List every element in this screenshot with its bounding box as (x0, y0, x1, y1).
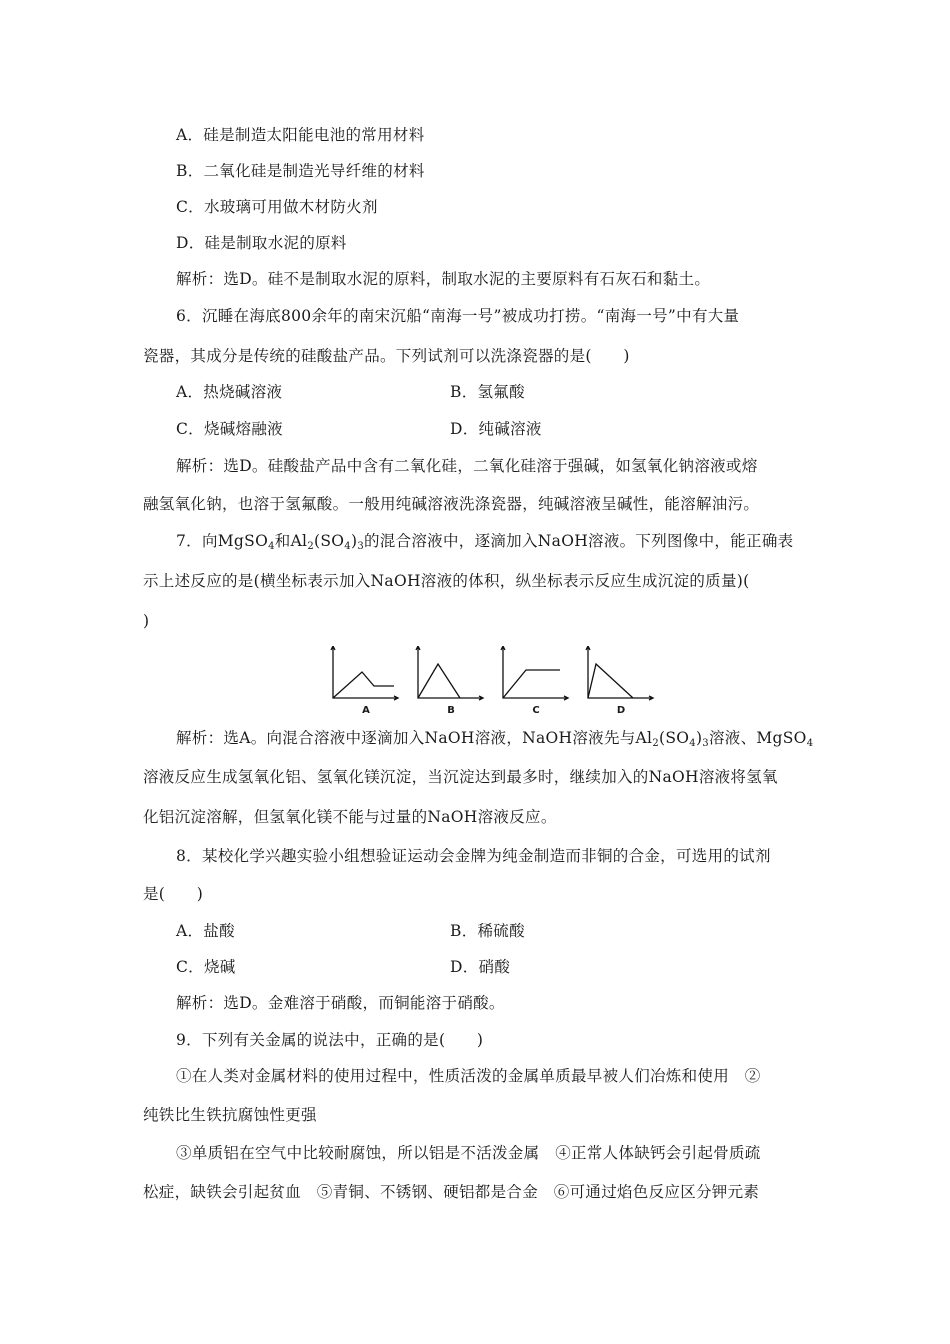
q9-item-line-1: ①在人类对金属材料的使用过程中，性质活泼的金属单质最早被人们冶炼和使用 ② (176, 1067, 761, 1085)
q8-stem-line-2: 是( ) (143, 885, 204, 903)
q8-option-a: A．盐酸 (176, 922, 235, 940)
graph-a-label: A (362, 705, 370, 716)
graph-a (328, 646, 400, 716)
graph-d-label: D (616, 705, 626, 716)
q7-analysis-line-2: 溶液反应生成氢氧化铝、氢氧化镁沉淀，当沉淀达到最多时，继续加入的NaOH溶液将氢氧 (143, 768, 778, 786)
q6-analysis-line-2: 融氢氧化钠，也溶于氢氟酸。一般用纯碱溶液洗涤瓷器，纯碱溶液呈碱性，能溶解油污。 (143, 495, 760, 513)
q9-item-line-4: 松症，缺铁会引起贫血 ⑤青铜、不锈钢、硬铝都是合金 ⑥可通过焰色反应区分钾元素 (143, 1183, 760, 1201)
q7-stem-line-3: ) (143, 612, 150, 630)
q5-option-b: B．二氧化硅是制造光导纤维的材料 (176, 162, 425, 180)
q6-option-d: D．纯碱溶液 (450, 420, 542, 438)
q7-analysis-line-1: 解析：选A。向混合溶液中逐滴加入NaOH溶液，NaOH溶液先与$Al_2(SO_4)_3$溶液、MgSO$_4$ (176, 729, 814, 749)
graph-d (583, 646, 655, 716)
q8-option-b: B．稀硫酸 (450, 922, 525, 940)
q6-analysis-line-1: 解析：选D。硅酸盐产品中含有二氧化硅，二氧化硅溶于强碱，如氢氧化钠溶液或熔 (176, 457, 758, 475)
graph-b (413, 646, 485, 716)
q5-analysis: 解析：选D。硅不是制取水泥的原料，制取水泥的主要原料有石灰石和黏土。 (176, 270, 711, 288)
q7-stem-line-1: 7．向MgSO$_4$和$Al_2(SO_4)_3$的混合溶液中，逐滴加入NaOH溶液。下列图像中，能正确表 (176, 532, 794, 552)
q9-item-line-3: ③单质铝在空气中比较耐腐蚀，所以铝是不活泼金属 ④正常人体缺钙会引起骨质疏 (176, 1144, 761, 1162)
q5-option-d: D．硅是制取水泥的原料 (176, 234, 347, 252)
q6-option-a: A．热烧碱溶液 (176, 383, 283, 401)
q8-option-d: D．硝酸 (450, 958, 511, 976)
q8-option-c: C．烧碱 (176, 958, 236, 976)
q8-stem-line-1: 8．某校化学兴趣实验小组想验证运动会金牌为纯金制造而非铜的合金，可选用的试剂 (176, 847, 771, 865)
graph-c-label: C (532, 705, 540, 716)
q9-stem: 9．下列有关金属的说法中，正确的是( ) (176, 1031, 484, 1049)
q7-analysis-line-3: 化铝沉淀溶解，但氢氧化镁不能与过量的NaOH溶液反应。 (143, 808, 557, 826)
q7-graph-options (320, 646, 660, 726)
q6-stem-line-2: 瓷器，其成分是传统的硅酸盐产品。下列试剂可以洗涤瓷器的是( ) (143, 347, 630, 365)
q6-option-b: B．氢氟酸 (450, 383, 525, 401)
q9-item-line-2: 纯铁比生铁抗腐蚀性更强 (143, 1106, 317, 1124)
q5-option-a: A．硅是制造太阳能电池的常用材料 (176, 126, 425, 144)
q7-stem-line-2: 示上述反应的是(横坐标表示加入NaOH溶液的体积，纵坐标表示反应生成沉淀的质量)( (143, 572, 750, 590)
q8-analysis: 解析：选D。金难溶于硝酸，而铜能溶于硝酸。 (176, 994, 505, 1012)
q6-option-c: C．烧碱熔融液 (176, 420, 283, 438)
q6-stem-line-1: 6．沉睡在海底800余年的南宋沉船“南海一号”被成功打捞。“南海一号”中有大量 (176, 307, 740, 325)
q5-option-c: C．水玻璃可用做木材防火剂 (176, 198, 378, 216)
graph-b-label: B (447, 705, 455, 716)
graph-c (498, 646, 570, 716)
